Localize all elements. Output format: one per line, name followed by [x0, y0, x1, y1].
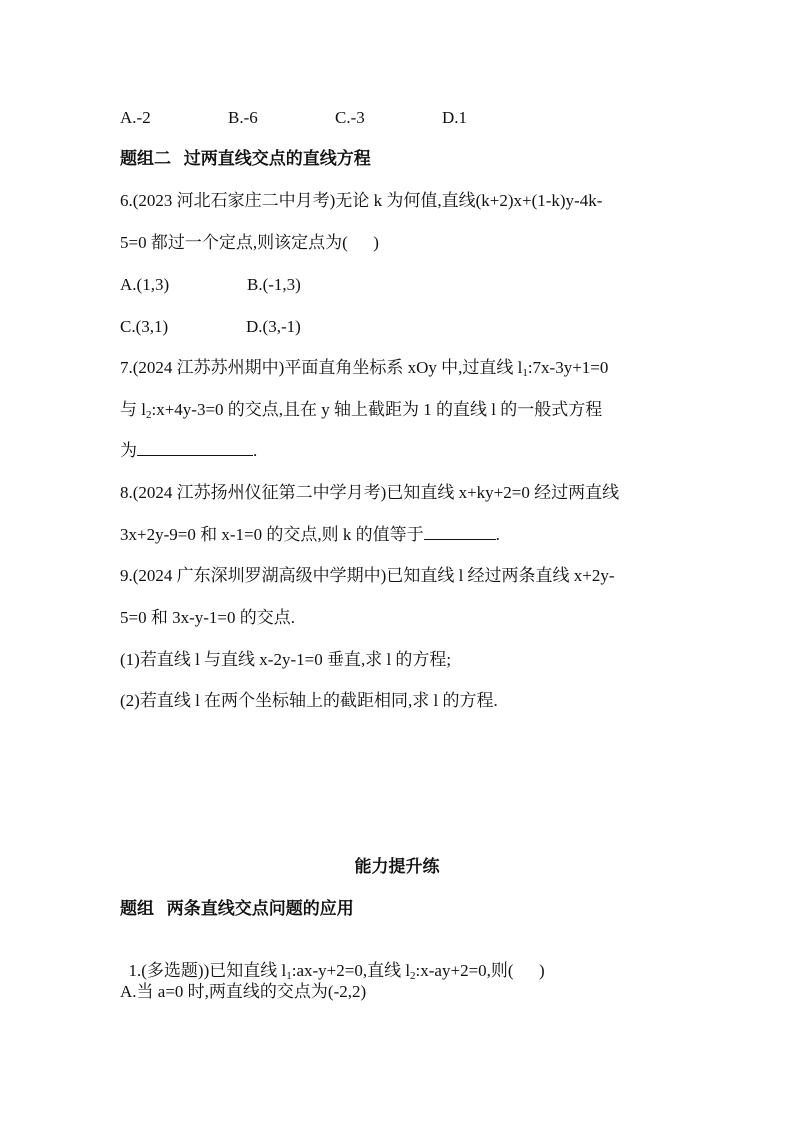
p1-line1-text: 1.(多选题))已知直线 l	[128, 961, 287, 980]
prev-option-d: D.1	[442, 108, 468, 127]
q8-line2	[120, 525, 500, 545]
p1-line1-end: :x-ay+2=0,则( )	[415, 961, 545, 980]
prev-option-b: B.-6	[228, 108, 258, 127]
q7-line2-text: 与 l	[120, 400, 146, 419]
q9-line2: 5=0 和 3x-y-1=0 的交点.	[120, 608, 295, 627]
q6-line2: 5=0 都过一个定点,则该定点为( )	[120, 233, 379, 252]
section-title: 能力提升练	[354, 857, 440, 876]
q6-option-b: B.(-1,3)	[247, 275, 301, 294]
q7-line2	[120, 400, 602, 425]
q7-line3-text: 为	[120, 441, 137, 460]
group-heading: 题组 两条直线交点问题的应用	[120, 899, 354, 918]
q7-line3	[120, 441, 257, 461]
q8-line1: 8.(2024 江苏扬州仪征第二中学月考)已知直线 x+ky+2=0 经过两直线	[120, 483, 620, 502]
q7-line1-equation: :7x-3y+1=0	[527, 358, 609, 377]
group2-heading: 题组二 过两直线交点的直线方程	[120, 149, 371, 168]
q6-line1: 6.(2023 河北石家庄二中月考)无论 k 为何值,直线(k+2)x+(1-k)y-4k-	[120, 191, 603, 210]
q7-line1-text: 7.(2024 江苏苏州期中)平面直角坐标系 xOy 中,过直线 l	[120, 358, 523, 377]
q8-answer-blank[interactable]	[424, 525, 496, 540]
q9-part2: (2)若直线 l 在两个坐标轴上的截距相同,求 l 的方程.	[120, 691, 498, 710]
q6-option-c: C.(3,1)	[120, 317, 169, 336]
prev-option-a: A.-2	[120, 108, 151, 127]
p1-subscript-2: 2	[410, 970, 416, 982]
q6-option-a: A.(1,3)	[120, 275, 170, 294]
prev-option-c: C.-3	[335, 108, 365, 127]
q8-line2-end: .	[495, 525, 500, 544]
p1-subscript-1: 1	[286, 970, 292, 982]
q9-line1: 9.(2024 广东深圳罗湖高级中学期中)已知直线 l 经过两条直线 x+2y-	[120, 566, 615, 585]
q8-line2-text: 3x+2y-9=0 和 x-1=0 的交点,则 k 的值等于	[120, 525, 424, 544]
q7-line2-subscript: 2	[145, 409, 152, 421]
q7-line1	[120, 358, 608, 383]
p1-line1-mid: :ax-y+2=0,直线 l	[291, 961, 411, 980]
q7-line2-equation: :x+4y-3=0 的交点,且在 y 轴上截距为 1 的直线 l 的一般式方程	[151, 400, 603, 419]
q7-answer-blank[interactable]	[137, 441, 253, 456]
q9-part1: (1)若直线 l 与直线 x-2y-1=0 垂直,求 l 的方程;	[120, 650, 452, 669]
p1-line1	[120, 941, 545, 986]
p1-option-a: A.当 a=0 时,两直线的交点为(-2,2)	[120, 982, 367, 1001]
q7-line3-end: .	[253, 441, 258, 460]
q7-line1-subscript: 1	[522, 367, 528, 379]
q6-option-d: D.(3,-1)	[246, 317, 301, 336]
